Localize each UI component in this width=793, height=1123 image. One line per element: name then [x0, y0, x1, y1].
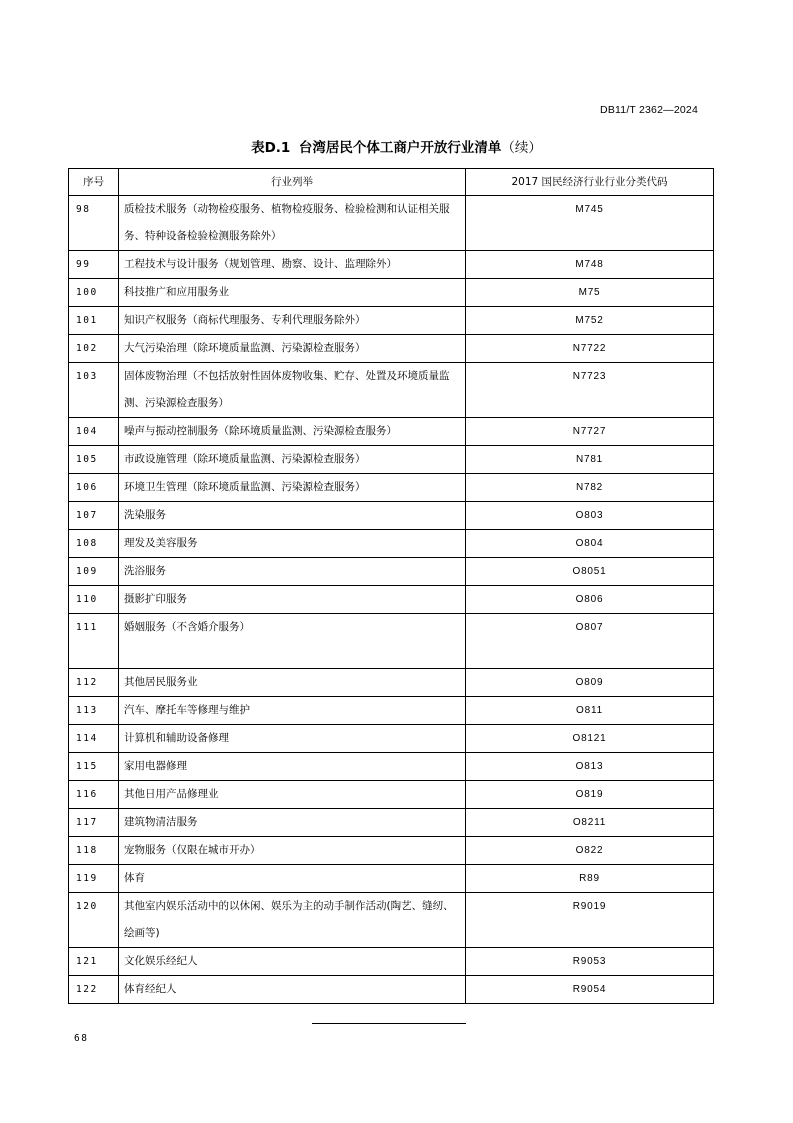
- row-number: 106: [69, 474, 119, 502]
- industry-name: 洗浴服务: [119, 558, 466, 586]
- row-number: 99: [69, 251, 119, 279]
- industry-code: N781: [466, 446, 714, 474]
- row-number: 121: [69, 948, 119, 976]
- industry-code: O813: [466, 753, 714, 781]
- industry-code: O803: [466, 502, 714, 530]
- industry-code: M748: [466, 251, 714, 279]
- page-number: 68: [74, 1033, 89, 1044]
- industry-name: 婚姻服务（不含婚介服务）: [119, 614, 466, 669]
- table-row: [69, 251, 714, 279]
- industry-name: 其他居民服务业: [119, 669, 466, 697]
- industry-name: 建筑物清洁服务: [119, 809, 466, 837]
- industry-name: 文化娱乐经纪人: [119, 948, 466, 976]
- industry-name: 计算机和辅助设备修理: [119, 725, 466, 753]
- table-row: [69, 893, 714, 948]
- table-row: [69, 307, 714, 335]
- table-header-row: [69, 169, 714, 196]
- row-number: 104: [69, 418, 119, 446]
- industry-code: O8121: [466, 725, 714, 753]
- row-number: 120: [69, 893, 119, 948]
- document-code: DB11/T 2362—2024: [600, 104, 698, 116]
- row-number: 98: [69, 196, 119, 251]
- table-row: [69, 196, 714, 251]
- table-row: [69, 446, 714, 474]
- industry-list-table: [68, 168, 714, 1004]
- industry-name: 固体废物治理（不包括放射性固体废物收集、贮存、处置及环境质量监测、污染源检查服务）: [119, 363, 466, 418]
- row-number: 118: [69, 837, 119, 865]
- industry-name: 科技推广和应用服务业: [119, 279, 466, 307]
- industry-code: M745: [466, 196, 714, 251]
- column-header-industry: 行业列举: [119, 169, 466, 196]
- row-number: 102: [69, 335, 119, 363]
- table-row: [69, 697, 714, 725]
- industry-code: R9054: [466, 976, 714, 1004]
- table-row: [69, 363, 714, 418]
- table-title-suffix: （续）: [501, 140, 542, 156]
- industry-code: R9053: [466, 948, 714, 976]
- industry-name: 摄影扩印服务: [119, 586, 466, 614]
- industry-code: N7723: [466, 363, 714, 418]
- industry-code: M752: [466, 307, 714, 335]
- table-row: [69, 781, 714, 809]
- table-row: [69, 335, 714, 363]
- table-row: [69, 948, 714, 976]
- industry-code: M75: [466, 279, 714, 307]
- industry-name: 知识产权服务（商标代理服务、专利代理服务除外）: [119, 307, 466, 335]
- table-row: [69, 753, 714, 781]
- table-row: [69, 669, 714, 697]
- industry-code: O8211: [466, 809, 714, 837]
- table-row: [69, 418, 714, 446]
- row-number: 114: [69, 725, 119, 753]
- table-row: [69, 837, 714, 865]
- row-number: 122: [69, 976, 119, 1004]
- industry-code: R89: [466, 865, 714, 893]
- table-row: [69, 502, 714, 530]
- table-title: [0, 136, 793, 156]
- table-row: [69, 474, 714, 502]
- industry-code: N7722: [466, 335, 714, 363]
- industry-name: 体育经纪人: [119, 976, 466, 1004]
- industry-code: N782: [466, 474, 714, 502]
- row-number: 112: [69, 669, 119, 697]
- row-number: 103: [69, 363, 119, 418]
- industry-name: 体育: [119, 865, 466, 893]
- table-row: [69, 530, 714, 558]
- row-number: 110: [69, 586, 119, 614]
- row-number: 101: [69, 307, 119, 335]
- table-row: [69, 976, 714, 1004]
- row-number: 119: [69, 865, 119, 893]
- table-row: [69, 809, 714, 837]
- industry-name: 环境卫生管理（除环境质量监测、污染源检查服务）: [119, 474, 466, 502]
- industry-name: 家用电器修理: [119, 753, 466, 781]
- industry-code: O806: [466, 586, 714, 614]
- row-number: 115: [69, 753, 119, 781]
- row-number: 109: [69, 558, 119, 586]
- row-number: 116: [69, 781, 119, 809]
- table-row: [69, 279, 714, 307]
- row-number: 108: [69, 530, 119, 558]
- industry-code: O819: [466, 781, 714, 809]
- industry-name: 质检技术服务（动物检疫服务、植物检疫服务、检验检测和认证相关服务、特种设备检验检测服务除外）: [119, 196, 466, 251]
- industry-code: O804: [466, 530, 714, 558]
- industry-code: N7727: [466, 418, 714, 446]
- industry-name: 大气污染治理（除环境质量监测、污染源检查服务）: [119, 335, 466, 363]
- column-header-code: 2017 国民经济行业行业分类代码: [466, 169, 714, 196]
- industry-code: O811: [466, 697, 714, 725]
- industry-name: 洗染服务: [119, 502, 466, 530]
- row-number: 117: [69, 809, 119, 837]
- industry-name: 汽车、摩托车等修理与维护: [119, 697, 466, 725]
- table-body: [69, 196, 714, 1004]
- industry-name: 噪声与振动控制服务（除环境质量监测、污染源检查服务）: [119, 418, 466, 446]
- row-number: 100: [69, 279, 119, 307]
- industry-code: O807: [466, 614, 714, 669]
- table-row: [69, 865, 714, 893]
- table-title-label: 表D.1: [251, 140, 291, 156]
- table-row: [69, 558, 714, 586]
- industry-name: 理发及美容服务: [119, 530, 466, 558]
- footer-rule: [312, 1023, 466, 1024]
- industry-name: 其他室内娱乐活动中的以休闲、娱乐为主的动手制作活动(陶艺、缝纫、绘画等): [119, 893, 466, 948]
- industry-code: R9019: [466, 893, 714, 948]
- row-number: 105: [69, 446, 119, 474]
- industry-name: 市政设施管理（除环境质量监测、污染源检查服务）: [119, 446, 466, 474]
- industry-code: O8051: [466, 558, 714, 586]
- table-row: [69, 586, 714, 614]
- row-number: 113: [69, 697, 119, 725]
- industry-name: 其他日用产品修理业: [119, 781, 466, 809]
- industry-name: 工程技术与设计服务（规划管理、勘察、设计、监理除外）: [119, 251, 466, 279]
- column-header-number: 序号: [69, 169, 119, 196]
- row-number: 107: [69, 502, 119, 530]
- table-row: [69, 614, 714, 669]
- industry-code: O809: [466, 669, 714, 697]
- table-title-text: 台湾居民个体工商户开放行业清单: [298, 140, 502, 156]
- row-number: 111: [69, 614, 119, 669]
- industry-name: 宠物服务（仅限在城市开办）: [119, 837, 466, 865]
- industry-code: O822: [466, 837, 714, 865]
- table-row: [69, 725, 714, 753]
